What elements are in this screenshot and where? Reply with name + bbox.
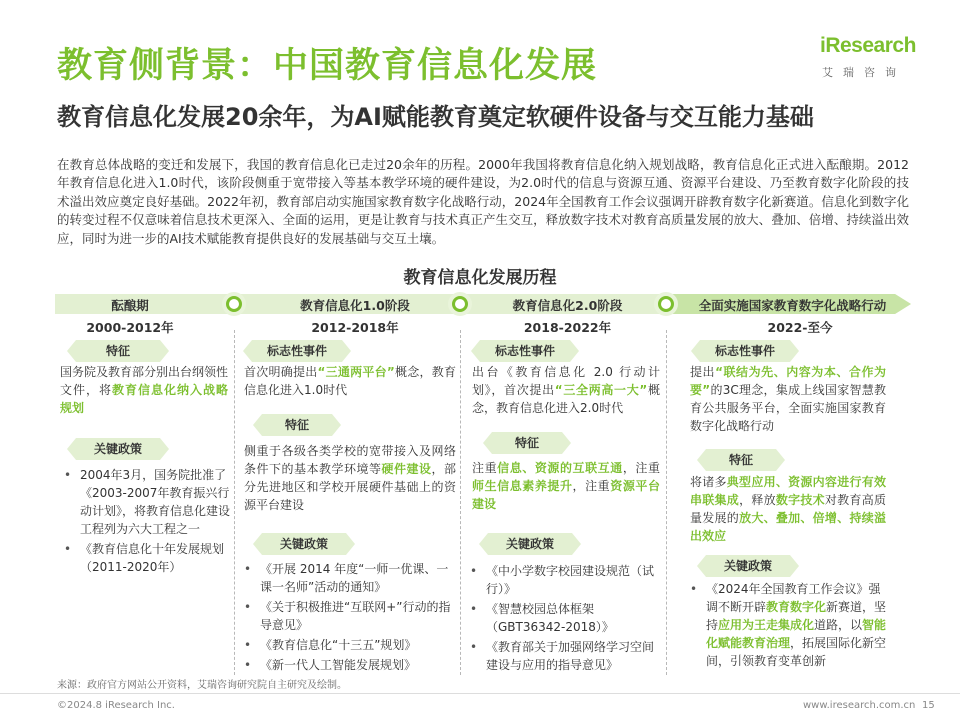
timeline-title: 教育信息化发展历程: [403, 268, 557, 288]
iresearch-logo: [820, 34, 930, 82]
col1-policy-list: [60, 466, 232, 578]
page-subtitle: 教育信息化发展20余年，为AI赋能教育奠定软硬件设备与交互能力基础: [57, 103, 814, 131]
col3-event-text: 出台《教育信息化 2.0 行动计划》，首次提出“三全两高一大”概念，教育信息化进入2.0时代: [472, 365, 660, 415]
stage-label-3: 教育信息化2.0阶段: [512, 298, 623, 313]
col1-feature-text: 国务院及教育部分别出台纲领性文件，将教育信息化纳入战略规划: [60, 365, 229, 415]
col4-event-text: 提出“联结为先、内容为本、合作为要”的3C理念，集成上线国家智慧教育公共服务平台，全面实施国家教育数字化战略行动: [690, 365, 887, 433]
col1-tag-feature: 特征: [76, 340, 160, 362]
list-item: • 《新一代人工智能发展规划》: [240, 656, 458, 674]
logo-name: iResearch: [820, 34, 916, 57]
col2-tag-policy: 关键政策: [262, 533, 346, 555]
col3-feature-text: 注重信息、资源的互联互通，注重师生信息素养提升，注重资源平台建设: [472, 461, 660, 511]
stage-years-1: 2000-2012年: [86, 320, 174, 335]
stage-years-4: 2022-至今: [767, 320, 833, 335]
col3-tag-feature: 特征: [492, 432, 562, 454]
footer-copyright: ©2024.8 iResearch Inc.: [57, 700, 175, 711]
list-item: • 《开展 2014 年度“一师一优课、一课一名师”活动的通知》: [240, 560, 458, 596]
column-divider-3: [666, 330, 667, 675]
footer-url[interactable]: www.iresearch.com.cn: [803, 700, 916, 711]
list-item: • 《教育信息化“十三五”规划》: [240, 636, 458, 654]
page-title: 教育侧背景：中国教育信息化发展: [57, 46, 598, 86]
logo-sub: 艾瑞咨询: [822, 66, 906, 79]
stage-label-2: 教育信息化1.0阶段: [300, 298, 410, 313]
col2-event-text: 首次明确提出“三通两平台”概念，教育信息化进入1.0时代: [244, 365, 456, 397]
col2-tag-event: 标志性事件: [252, 340, 342, 362]
col3-tag-policy: 关键政策: [488, 533, 572, 555]
list-item: • 《智慧校园总体框架（GBT36342-2018）》: [466, 600, 662, 636]
list-item: • 《关于积极推进“互联网+”行动的指导意见》: [240, 598, 458, 634]
source-note: 来源：政府官方网站公开资料，艾瑞咨询研究院自主研究及绘制。: [57, 680, 347, 691]
footer-divider: [0, 693, 960, 694]
stage-years-3: 2018-2022年: [523, 320, 612, 335]
stage-label-1: 酝酿期: [111, 298, 149, 313]
col3-tag-event: 标志性事件: [480, 340, 570, 362]
col4-policy-list: [686, 580, 890, 672]
list-item: • 2004年3月，国务院批准了《2003-2007年教育振兴行动计划》，将教育信息化建设工程列为六大工程之一: [60, 466, 232, 538]
col2-feature-text: 侧重于各级各类学校的宽带接入及网络条件下的基本教学环境等硬件建设，部分先进地区和学校开展硬件基础上的资源平台建设: [244, 444, 456, 512]
list-item: • 《2024年全国教育工作会议》强调不断开辟教育数字化新赛道，坚持应用为王走集成化道路，以智能化赋能教育治理，拓展国际化新空间，引领教育变革创新: [686, 580, 890, 670]
stage-label-4: 全面实施国家教育数字化战略行动: [698, 298, 887, 313]
timeline-node-1: [222, 292, 246, 316]
timeline-node-2: [448, 292, 472, 316]
col3-policy-list: [466, 562, 662, 676]
list-item: • 《教育信息化十年发展规划（2011-2020年）: [60, 540, 232, 576]
col4-tag-policy: 关键政策: [706, 555, 790, 577]
col4-feature-text: 将诸多典型应用、资源内容进行有效串联集成，释放数字技术对教育高质量发展的放大、叠加、倍增、持续溢出效应: [690, 475, 886, 543]
col1-tag-policy: 关键政策: [76, 438, 160, 460]
col2-tag-feature: 特征: [262, 414, 332, 436]
col4-tag-feature: 特征: [706, 449, 776, 471]
stage-years-2: 2012-2018年: [311, 320, 399, 335]
column-divider-2: [460, 330, 461, 675]
list-item: • 《教育部关于加强网络学习空间建设与应用的指导意见》: [466, 638, 662, 674]
column-divider-1: [234, 330, 235, 675]
intro-paragraph: 在教育总体战略的变迁和发展下，我国的教育信息化已走过20余年的历程。2000年我国将教育信息化纳入规划战略，教育信息化正式进入酝酿期。2012年教育信息化进入1.0时代，该阶段侧重于宽带接入等基本教学环境的硬件建设，为2.0时代的信息与资源互通、资源平台建设、乃至教育数字化阶段的技术溢出效应奠定良好基础。2022年初，教育部启动实施国家教育数字化战略行动，2024年全国教育工作会议强调开辟教育数字化新赛道。信息化到数字化的转变过程不仅意味着信息技术更深入、全面的运用，更是让教育与技术真正产生交互，释放数字技术对教育高质量发展的放大、叠加、倍增、持续溢出效应，同时为进一步的AI技术赋能教育提供良好的发展基础与交互土壤。: [57, 157, 909, 246]
col2-policy-list: [240, 560, 458, 676]
timeline-node-3: [654, 292, 678, 316]
col4-tag-event: 标志性事件: [700, 340, 790, 362]
page-number: 15: [922, 700, 935, 711]
list-item: • 《中小学数字校园建设规范（试行）》: [466, 562, 662, 598]
